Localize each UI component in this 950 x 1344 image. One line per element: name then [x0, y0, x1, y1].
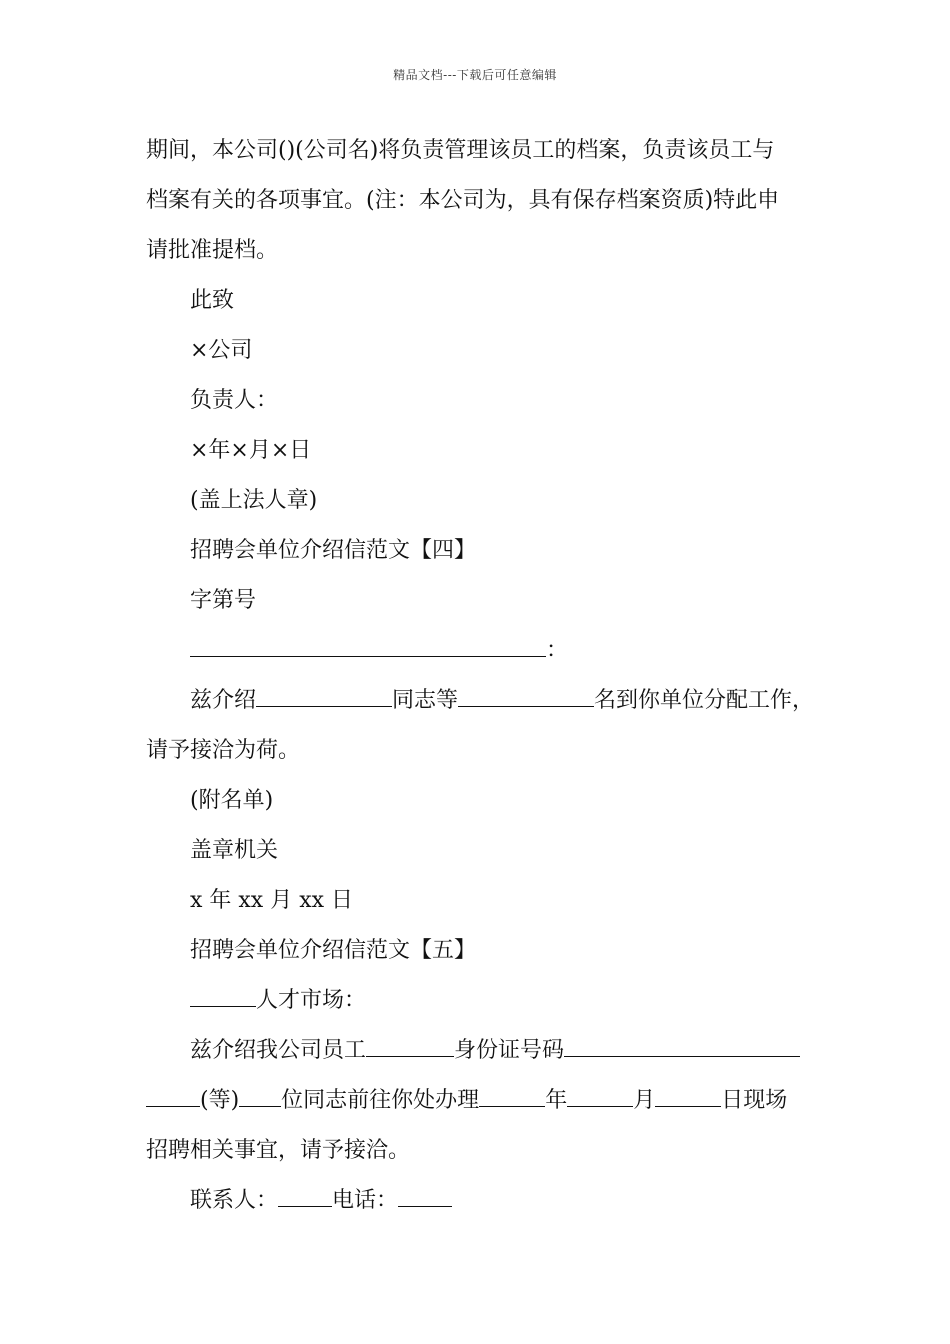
month-blank: [567, 1086, 633, 1107]
section-heading: 招聘会单位介绍信范文【五】: [190, 938, 477, 963]
count-blank: [239, 1086, 281, 1107]
name-blank: [256, 686, 392, 707]
intro-text: 同志等: [392, 688, 459, 713]
paragraph-line: [190, 1036, 800, 1066]
date: x 年 xx 月 xx 日: [190, 888, 354, 913]
paragraph-text: 兹介绍我公司员工: [190, 1038, 367, 1063]
paragraph-text: 身份证号码: [454, 1038, 565, 1063]
paragraph-line: 招聘相关事宜，请予接洽。: [146, 1138, 411, 1163]
market-blank: [190, 986, 256, 1007]
addressee-blank: [190, 636, 546, 657]
contact-blank: [278, 1186, 332, 1207]
reference-number: 字第号: [190, 588, 257, 613]
id-number-blank-cont: [146, 1086, 200, 1107]
paragraph-text: (等): [200, 1088, 240, 1113]
year-blank: [479, 1086, 545, 1107]
paragraph-text: 位同志前往你处办理: [281, 1088, 480, 1113]
date: ×年×月×日: [190, 438, 312, 463]
intro-line: [190, 686, 814, 716]
company-name: ×公司: [190, 338, 253, 363]
seal-note: (盖上法人章): [190, 488, 318, 513]
paragraph-line: 档案有关的各项事宜。(注：本公司为，具有保存档案资质)特此申: [146, 188, 780, 213]
phone-blank: [398, 1186, 452, 1207]
page-header: 精品文档---下载后可任意编辑: [393, 68, 557, 82]
phone-label: 电话：: [332, 1188, 399, 1213]
day-blank: [655, 1086, 721, 1107]
addressee-line: [190, 636, 568, 666]
id-number-blank: [564, 1036, 800, 1057]
contact-label: 联系人：: [190, 1188, 279, 1213]
count-blank: [458, 686, 594, 707]
salutation: 此致: [190, 288, 235, 313]
paragraph-line: 期间，本公司()(公司名)将负责管理该员工的档案，负责该员工与: [146, 138, 775, 163]
paragraph-text: 日现场: [721, 1088, 788, 1113]
intro-text: 名到你单位分配工作，: [594, 688, 815, 713]
contact-line: [190, 1186, 452, 1216]
responsible-person: 负责人：: [190, 388, 279, 413]
paragraph-text: 年: [545, 1088, 568, 1113]
employee-blank: [366, 1036, 454, 1057]
market-text: 人才市场：: [256, 988, 367, 1013]
addressee-colon: ：: [546, 638, 569, 663]
intro-text: 兹介绍: [190, 688, 257, 713]
seal-organization: 盖章机关: [190, 838, 279, 863]
attachment-note: (附名单): [190, 788, 274, 813]
paragraph-line: 请予接洽为荷。: [146, 738, 301, 763]
paragraph-text: 月: [633, 1088, 656, 1113]
paragraph-line: [146, 1086, 787, 1116]
section-heading: 招聘会单位介绍信范文【四】: [190, 538, 477, 563]
paragraph-line: 请批准提档。: [146, 238, 279, 263]
market-line: [190, 986, 366, 1016]
